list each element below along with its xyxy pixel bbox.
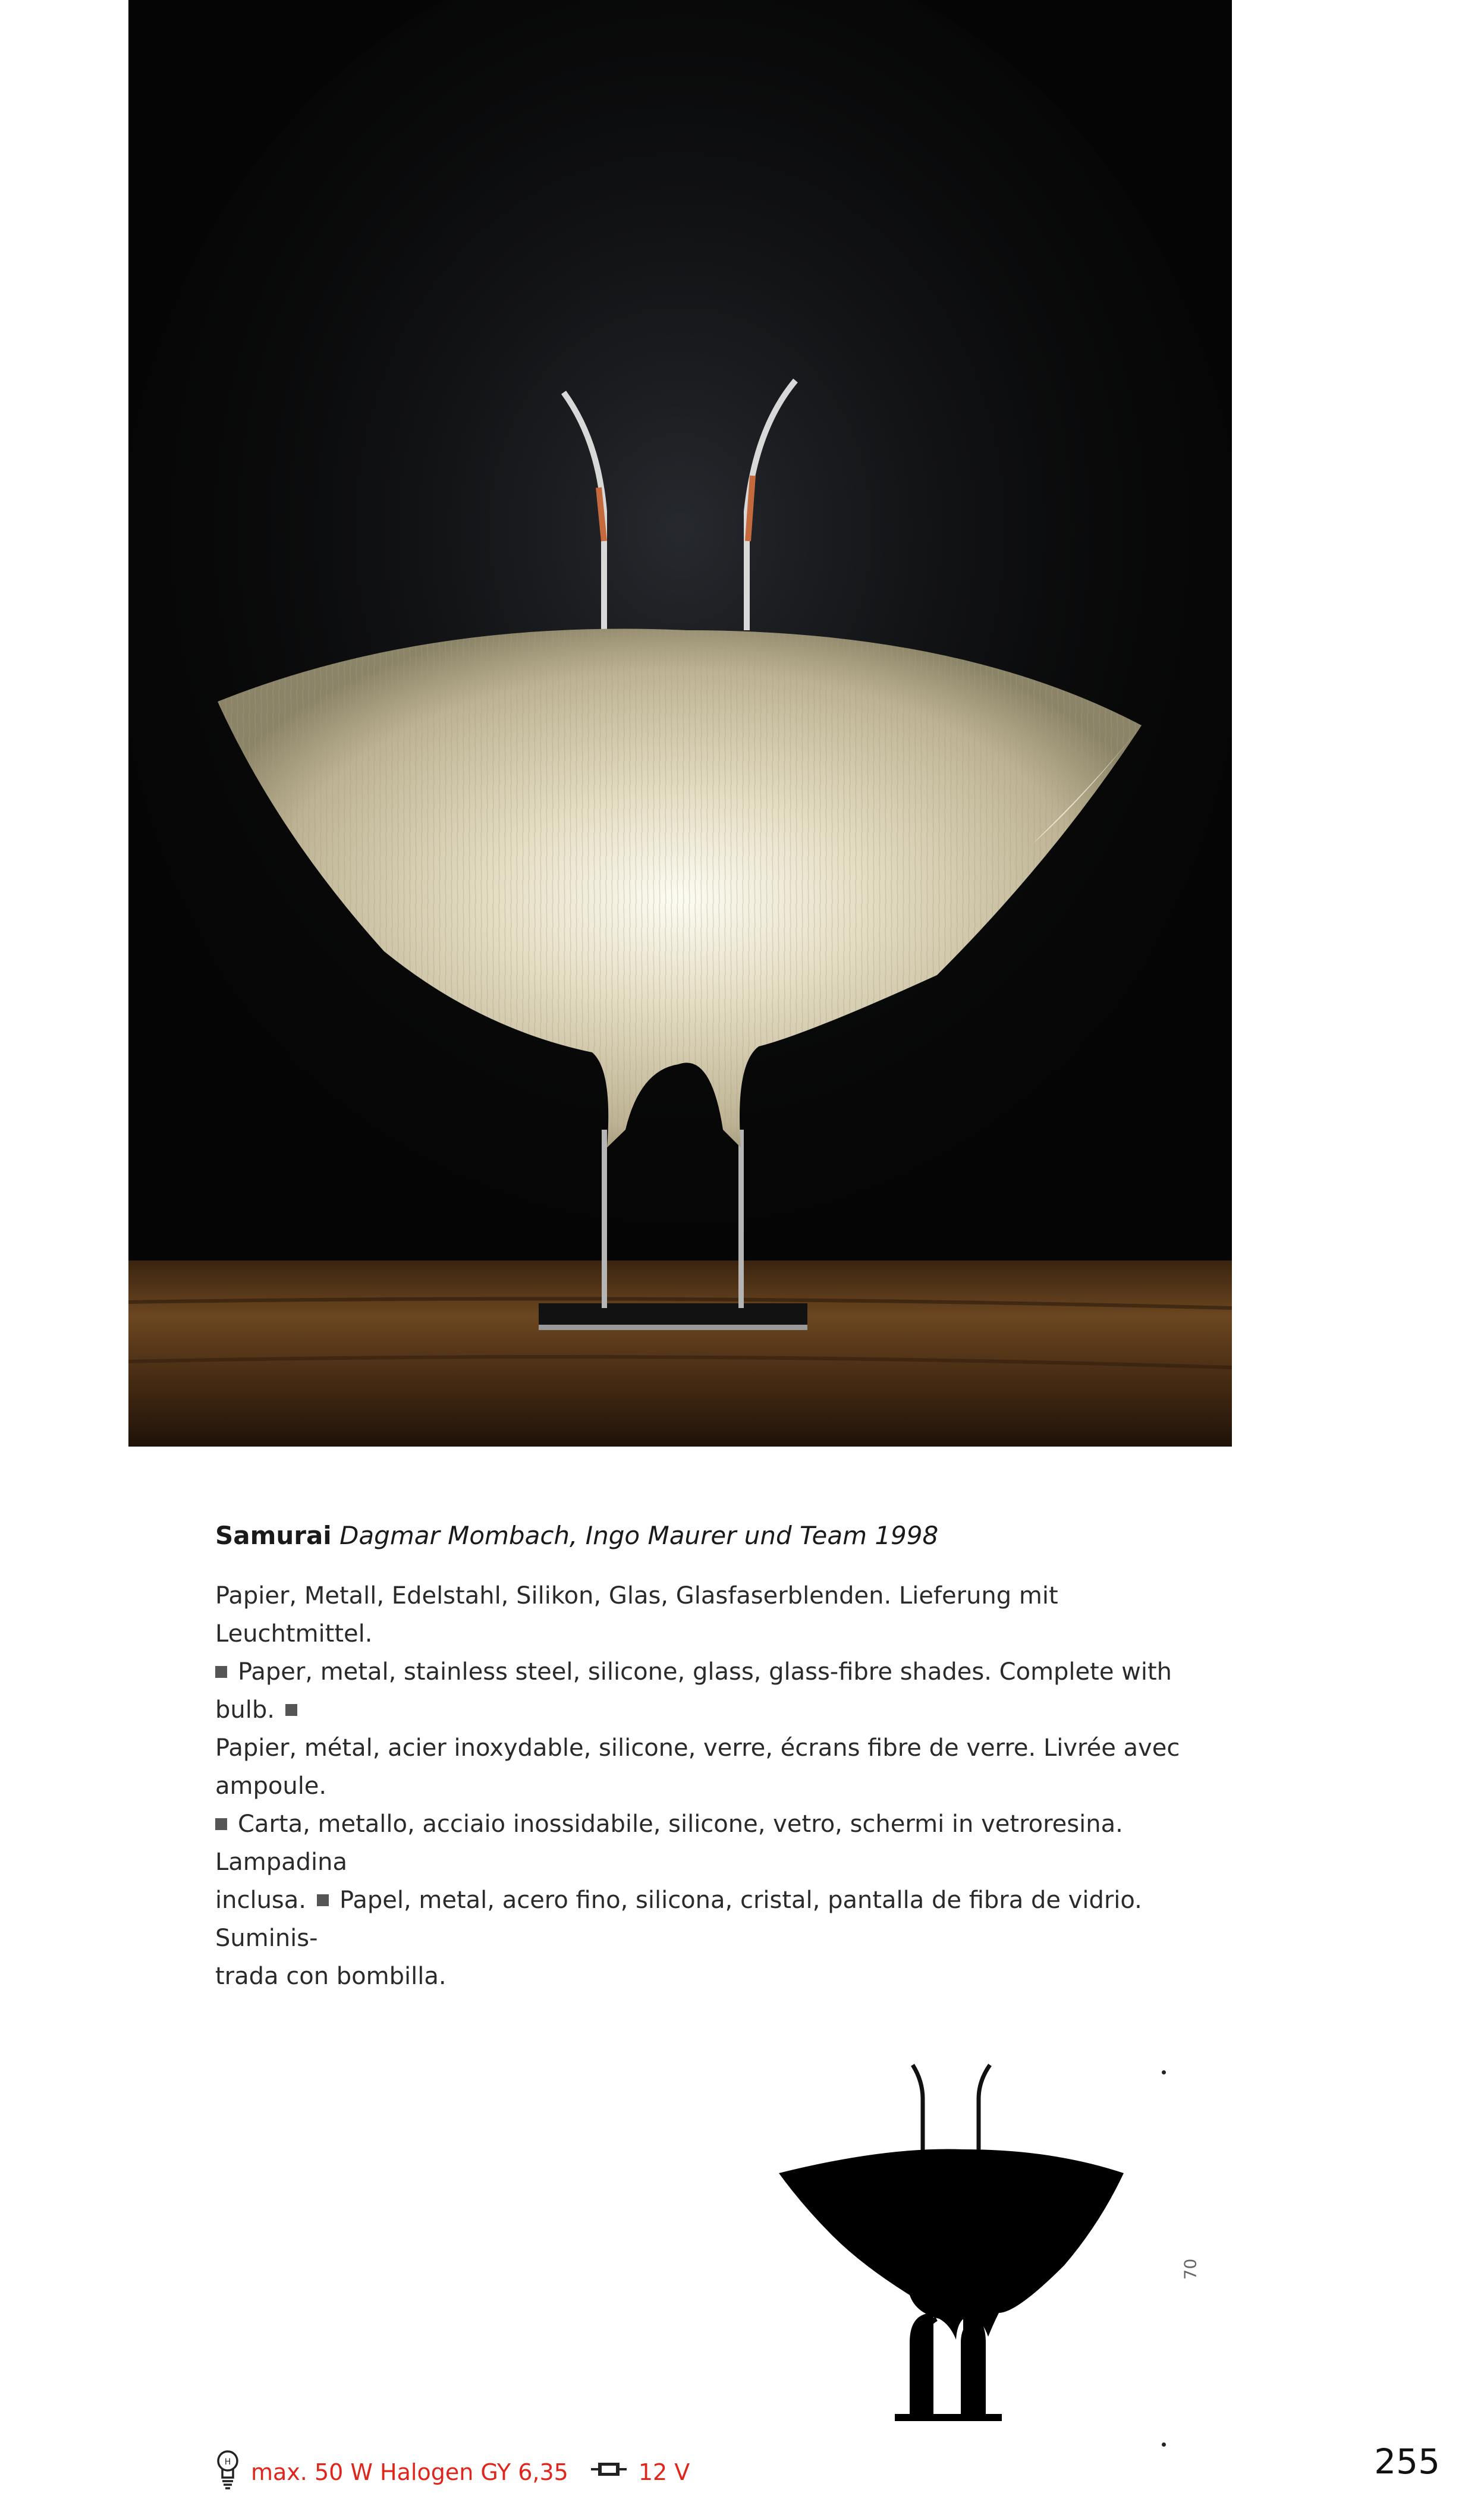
product-designers-year: Dagmar Mombach, Ingo Maurer und Team 1998 <box>339 1521 939 1550</box>
description-fr: Papier, métal, acier inoxydable, silicone, verre, écrans fibre de verre. Livrée avec ampoule. <box>215 1734 1180 1800</box>
description-es-line1: Papel, metal, acero fino, silicona, cristal, pantalla de fibra de vidrio. Suminis- <box>215 1887 1142 1952</box>
lighting-specs <box>215 2448 690 2496</box>
samurai-lamp-photo <box>128 0 1232 1447</box>
dimension-marker-top <box>1162 2070 1166 2074</box>
height-dimension-label: 70 <box>1180 2258 1200 2280</box>
voltage-spec: 12 V <box>638 2459 690 2485</box>
description-it-line1: Carta, metallo, acciaio inossidabile, silicone, vetro, schermi in vetroresina. Lampadina <box>215 1810 1123 1876</box>
dimension-marker-bottom <box>1162 2442 1166 2447</box>
separator-square-icon <box>215 1666 227 1678</box>
page-number: 255 <box>1374 2441 1440 2482</box>
halogen-bulb-icon <box>215 2449 240 2496</box>
lamp-silhouette-icon <box>767 2063 1159 2467</box>
lamp-silhouette-drawing <box>767 2063 1159 2467</box>
bulb-spec: max. 50 W Halogen GY 6,35 <box>251 2459 568 2485</box>
separator-square-icon <box>317 1894 329 1906</box>
transformer-icon <box>590 2458 628 2487</box>
product-title-line <box>215 1519 938 1552</box>
product-name: Samurai <box>215 1521 332 1550</box>
product-photo <box>128 0 1232 1447</box>
separator-square-icon <box>215 1818 227 1830</box>
description-it-line2: inclusa. <box>215 1887 306 1914</box>
description-paragraph <box>215 1577 1196 1995</box>
description-de: Papier, Metall, Edelstahl, Silikon, Glas, Glasfaserblenden. Lieferung mit Leuchtmittel. <box>215 1582 1058 1648</box>
description-es-line2: trada con bombilla. <box>215 1963 447 1990</box>
description-en: Paper, metal, stainless steel, silicone, glass, glass-fibre shades. Complete with bulb. <box>215 1658 1172 1724</box>
product-description <box>215 1577 1196 1995</box>
svg-text:H: H <box>224 2457 231 2467</box>
separator-square-icon <box>285 1704 297 1716</box>
